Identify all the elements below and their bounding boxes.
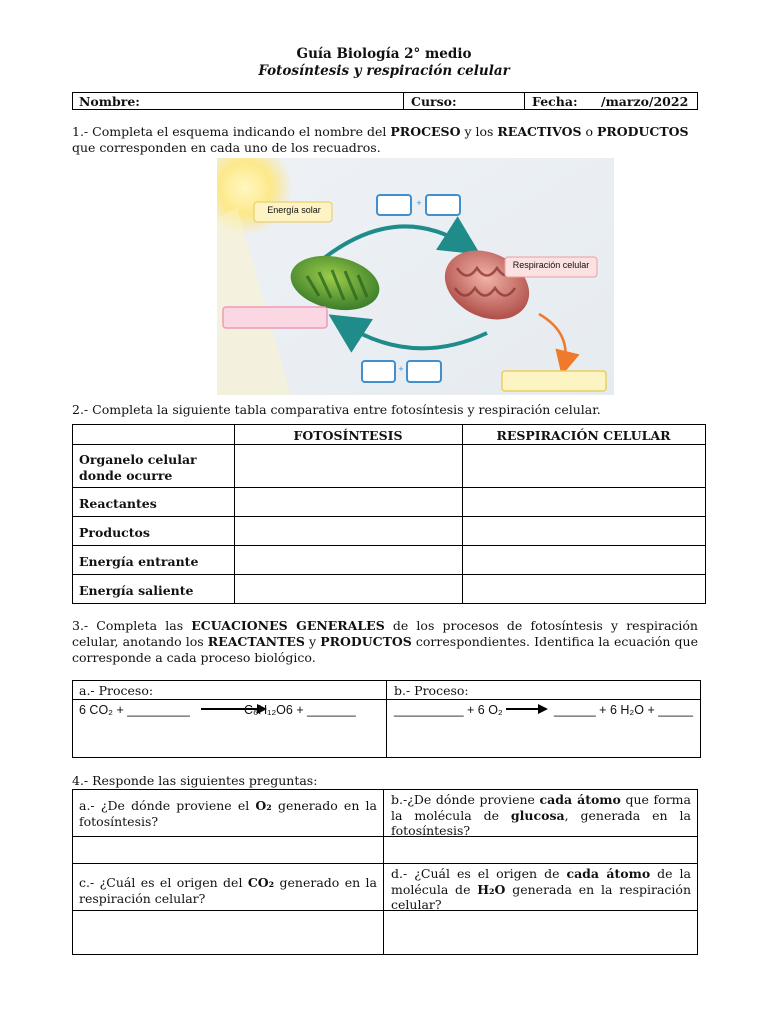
- row-label-energy-out: Energía saliente: [79, 583, 194, 598]
- process-b-label: b.- Proceso:: [394, 683, 469, 698]
- blank-box-bottom-right: [407, 361, 441, 382]
- question-4c: c.- ¿Cuál es el origen del CO₂ generado en la respiración celular?: [79, 875, 377, 906]
- col-header-photosynthesis: FOTOSÍNTESIS: [293, 428, 403, 443]
- blank-box-top-left: [377, 195, 411, 215]
- row-label-energy-in: Energía entrante: [79, 554, 199, 569]
- question-1: 1.- Completa el esquema indicando el nombre del PROCESO y los REACTIVOS o PRODUCTOS que corresponden en cada uno de los recuadros.: [72, 124, 689, 155]
- question-4: 4.- Responde las siguientes preguntas:: [72, 773, 318, 788]
- equation-b-left: __________ + 6 O₂: [394, 703, 503, 717]
- question-3: 3.- Completa las ECUACIONES GENERALES de los procesos de fotosíntesis y respiración celular, anotando los REACTANTES y PRODUCTOS correspondientes. Identifica la ecuación que corresponde a cada proceso biológico.: [72, 618, 698, 665]
- row-label-products: Productos: [79, 525, 150, 540]
- date-label: Fecha:: [532, 94, 578, 109]
- student-info-row: [72, 92, 698, 110]
- respiration-label: Respiración celular: [512, 260, 590, 270]
- date-value: /marzo/2022: [601, 94, 689, 109]
- plus-bottom: +: [398, 364, 404, 374]
- equation-b-right: ______ + 6 H₂O + _____: [554, 703, 693, 717]
- blank-output-box: [502, 371, 606, 391]
- page-title: Guía Biología 2° medio: [296, 46, 472, 62]
- comparison-table: [72, 424, 706, 604]
- question-4d: d.- ¿Cuál es el origen de cada átomo de la molécula de H₂O generada en la respiración celular?: [391, 866, 691, 912]
- blank-box-bottom-left: [362, 361, 395, 382]
- blank-box-top-right: [426, 195, 460, 215]
- equations-table: [72, 680, 701, 758]
- equation-a-left: 6 CO₂ + _________: [79, 703, 190, 717]
- photosynthesis-respiration-diagram: [217, 158, 614, 395]
- question-4a: a.- ¿De dónde proviene el O₂ generado en la fotosíntesis?: [79, 798, 377, 829]
- row-label-reactants: Reactantes: [79, 496, 157, 511]
- equation-a-right: C₆H₁₂O6 + _______: [244, 703, 356, 717]
- question-2: 2.- Completa la siguiente tabla comparativa entre fotosíntesis y respiración celular.: [72, 402, 601, 417]
- solar-energy-label: Energía solar: [267, 205, 321, 215]
- blank-process-box: [223, 307, 327, 328]
- row-label-organelle: Organelo celular donde ocurre: [79, 452, 197, 483]
- process-a-label: a.- Proceso:: [79, 683, 154, 698]
- plus-top: +: [416, 198, 422, 208]
- course-label: Curso:: [411, 94, 457, 109]
- equation-b-arrow: [506, 703, 548, 715]
- questions-table: [72, 789, 698, 955]
- col-header-respiration: RESPIRACIÓN CELULAR: [496, 428, 671, 443]
- name-label: Nombre:: [79, 94, 140, 109]
- page-subtitle: Fotosíntesis y respiración celular: [258, 63, 510, 79]
- question-4b: b.-¿De dónde proviene cada átomo que forma la molécula de glucosa, generada en la fotosíntesis?: [391, 792, 691, 838]
